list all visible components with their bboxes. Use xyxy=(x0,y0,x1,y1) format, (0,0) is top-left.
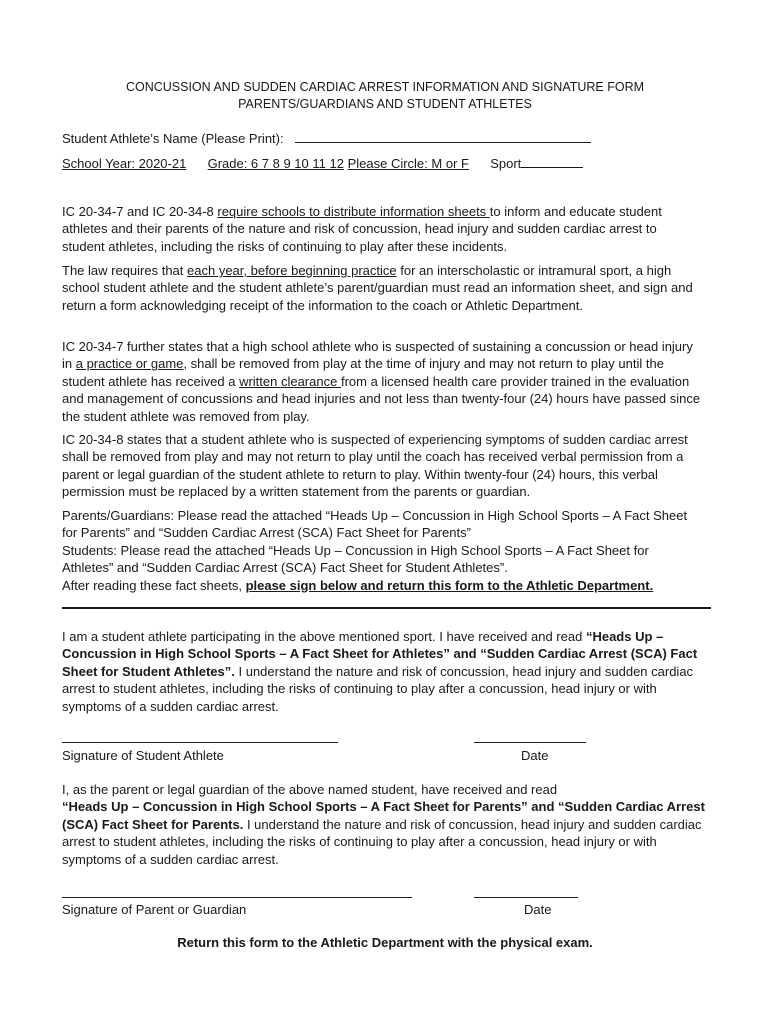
parent-signature-line[interactable] xyxy=(62,897,412,898)
intro-p3-text-mid: , shall be removed from play at the time of injury and may not return to play until the student athlete has received a xyxy=(62,356,664,389)
student-ack-text-end: I understand the nature and risk of concussion, head injury and sudden cardiac arrest to student athletes, including the risks of continuing to play after a concussion, head injury or with symptoms of a sudden cardiac arrest. xyxy=(62,663,694,714)
intro-p3-text-end: from a licensed health care provider trained in the evaluation and management of concussions and head injuries and not less than twenty-four (24) hours have passed since the student athlete was removed from play. xyxy=(62,373,701,424)
intro-p3-underline-2: written clearance xyxy=(239,373,341,389)
school-year-field: School Year: 2020-21 xyxy=(62,156,187,171)
intro-paragraph-4 xyxy=(62,431,702,501)
student-ack-text: I am a student athlete participating in the above mentioned sport. I have received and read xyxy=(62,629,586,644)
grade-field[interactable]: Grade: 6 7 8 9 10 11 12 xyxy=(207,156,344,171)
parent-acknowledgement xyxy=(62,781,712,868)
school-info-row xyxy=(62,155,583,171)
intro-p1-text-end: to inform and educate student athletes and their parents of the nature and risk of concussion, head injury and sudden cardiac arrest to student athletes, including the risks of continuing to play after these incidents. xyxy=(62,204,662,254)
intro-paragraph-2 xyxy=(62,262,702,314)
form-subtitle: PARENTS/GUARDIANS AND STUDENT ATHLETES xyxy=(238,97,532,111)
after-reading-text: After reading these fact sheets, xyxy=(62,577,246,593)
intro-p2-underline: each year, before beginning practice xyxy=(187,263,397,278)
gender-circle-field[interactable]: Please Circle: M or F xyxy=(347,156,469,171)
name-field-row xyxy=(62,130,591,146)
footer-instruction: Return this form to the Athletic Department with the physical exam. xyxy=(177,935,593,950)
section-divider xyxy=(62,607,711,609)
student-date-label: Date xyxy=(521,748,549,763)
sport-label: Sport xyxy=(490,156,522,171)
name-input-line[interactable] xyxy=(295,130,591,143)
intro-p2-text-end: for an interscholastic or intramural sport, a high school student athlete and the student athlete’s parent/guardian must read an information sheet, and sign and return a form acknowledging receipt of the information to the coach or Athletic Department. xyxy=(62,263,693,313)
student-date-line[interactable] xyxy=(474,742,586,743)
name-label: Student Athlete’s Name (Please Print): xyxy=(62,131,284,146)
sport-input-line[interactable] xyxy=(521,155,583,168)
intro-p3-text: IC 20-34-7 further states that a high school athlete who is suspected of sustaining a concussion or head injury in xyxy=(62,339,693,372)
students-instruction: Students: Please read the attached “Heads Up – Concussion in High School Sports – A Fact Sheet for Athletes” and “Sudden Cardiac Arrest (SCA) Fact Sheet for Student Athletes”. xyxy=(62,542,649,576)
student-signature-line[interactable] xyxy=(62,742,338,743)
intro-p1-text: IC 20-34-7 and IC 20-34-8 xyxy=(62,204,218,219)
student-acknowledgement xyxy=(62,628,712,715)
parent-signature-label: Signature of Parent or Guardian xyxy=(62,902,247,917)
intro-p4-text: IC 20-34-8 states that a student athlete who is suspected of experiencing symptoms of sudden cardiac arrest shall be removed from play and may not return to play until the coach has received verbal permission from a parent or legal guardian of the student athlete to return to play. Within twenty-four (24) hours, this verbal permission must be replaced by a written statement from the parents or guardian. xyxy=(62,432,688,500)
intro-p3-underline-1: a practice or game xyxy=(75,356,184,372)
parents-instruction: Parents/Guardians: Please read the attached “Heads Up – Concussion in High School Sports – A Fact Sheet for Parents” and “Sudden Cardiac Arrest (SCA) Fact Sheet for Parents” xyxy=(62,508,688,541)
parent-ack-factsheets: “Heads Up – Concussion in High School Sports – A Fact Sheet for Parents” and “Sudden Cardiac Arrest (SCA) Fact Sheet for Parents. xyxy=(62,799,705,832)
intro-paragraph-3 xyxy=(62,338,702,425)
parent-date-line[interactable] xyxy=(474,897,578,898)
parent-ack-text: I, as the parent or legal guardian of the above named student, have received and read xyxy=(62,782,558,797)
form-title: CONCUSSION AND SUDDEN CARDIAC ARREST INFORMATION AND SIGNATURE FORM xyxy=(125,80,645,94)
parent-ack-text-end: I understand the nature and risk of concussion, head injury and sudden cardiac arrest to student athletes, including the risks of continuing to play after a concussion, head injury or with symptoms of a sudden cardiac arrest. xyxy=(62,816,702,867)
intro-paragraph-5 xyxy=(62,507,702,594)
parent-date-label: Date xyxy=(524,902,552,917)
intro-p1-underline: require schools to distribute information sheets xyxy=(217,204,490,219)
return-instruction: please sign below and return this form to the Athletic Department. xyxy=(245,577,654,593)
intro-p2-text: The law requires that xyxy=(62,263,188,278)
intro-paragraph-1 xyxy=(62,203,702,255)
student-signature-label: Signature of Student Athlete xyxy=(62,748,224,763)
student-ack-factsheets: “Heads Up – Concussion in High School Sports – A Fact Sheet for Athletes” and “Sudden Cardiac Arrest (SCA) Fact Sheet for Student Athletes”. xyxy=(62,629,698,679)
